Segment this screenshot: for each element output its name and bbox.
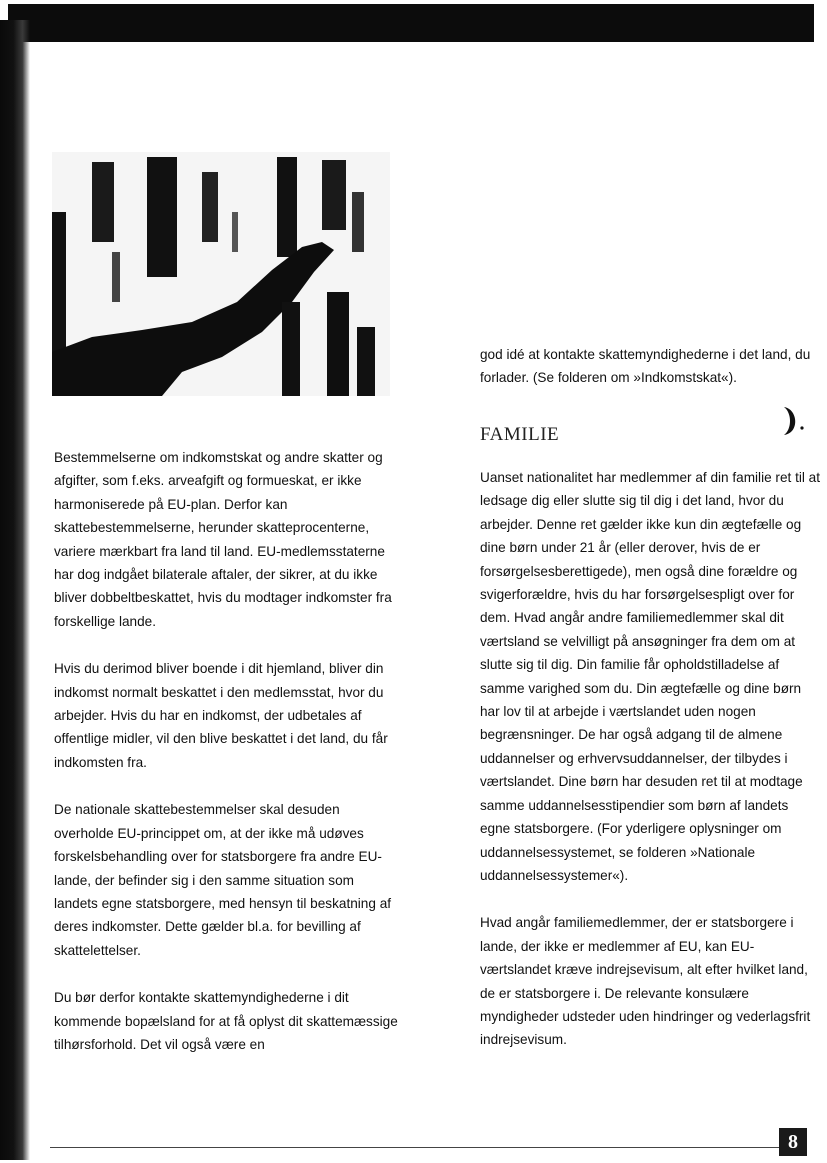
left-scan-edge xyxy=(0,20,30,1160)
paragraph: Bestemmelserne om indkomstskat og andre skatter og afgifter, som f.eks. arveafgift og formueskat, er ikke harmoniserede på EU-plan. Derfor kan skattebestemmelserne, herunder skatteprocenterne, variere mærkbart fra land til land. EU-medlemsstaterne har dog indgået bilaterale aftaler, der sikrer, at du ikke bliver dobbeltbeskattet, hvis du modtager indkomster fra forskellige lande. xyxy=(54,450,392,629)
top-black-bar xyxy=(8,4,814,42)
section-heading: FAMILIE xyxy=(480,424,560,445)
paragraph: De nationale skattebestemmelser skal desuden overholde EU-princippet om, at der ikke må udøves forskelsbehandling over for statsborgere fra andre EU-lande, der befinder sig i den samme situation som landets egne statsborgere, med hensyn til beskatning af deres indkomster. Dette gælder bl.a. for bevilling af skattelettelser. xyxy=(54,802,392,958)
photo-hand-reaching-icon xyxy=(52,152,390,396)
right-column xyxy=(480,466,820,1076)
paragraph: Du bør derfor kontakte skattemyndighederne i dit kommende bopælsland for at få oplyst dit skattemæssige tilhørsforhold. Det vil også være en xyxy=(54,990,398,1052)
crescent-mark-icon xyxy=(776,404,806,438)
paragraph: Hvis du derimod bliver boende i dit hjemland, bliver din indkomst normalt beskattet i den medlemsstat, hvor du arbejder. Hvis du har en indkomst, der udbetales af offentlige midler, vil den blive beskattet i det land, du får indkomsten fra. xyxy=(54,661,388,770)
bottom-rule xyxy=(50,1147,780,1148)
paragraph: Uanset nationalitet har medlemmer af din familie ret til at ledsage dig eller slutte sig til dig i det land, hvor du arbejder. Denne ret gælder ikke kun din ægtefælle og dine børn under 21 år (eller derover, hvis de er forsørgelsesberettigede), men også dine forældre og svigerforældre, hvis du har forsørgelsespligt over for dem. Hvad angår andre familiemedlemmer skal dit værtsland se velvilligt på ansøgninger fra dem om at slutte sig til dig. Din familie får opholdstilladelse af samme varighed som du. Din ægtefælle og dine børn har lov til at arbejde i værtslandet uden nogen begrænsninger. De har også adgang til de almene uddannelser og erhvervsuddannelser, der tilbydes i værtslandet. Dine børn har desuden ret til at modtage samme uddannelsesstipendier som børn af landets egne statsborgere. (For yderligere oplysninger om uddannelsessystemet, se folderen »Nationale uddannelsessystemer«). xyxy=(480,470,820,883)
paragraph: Hvad angår familiemedlemmer, der er statsborgere i lande, der ikke er medlemmer af EU, kan EU-værtslandet kræve indrejsevisum, alt efter hvilket land, de er statsborgere i. De relevante konsulære myndigheder udsteder uden hindringer og vederlagsfrit indrejsevisum. xyxy=(480,915,811,1048)
intro-continuation: god idé at kontakte skattemyndighederne i det land, du forlader. (Se folderen om »Indkomstskat«). xyxy=(480,347,811,386)
page-number: 8 xyxy=(779,1128,807,1156)
left-column xyxy=(54,446,400,1080)
